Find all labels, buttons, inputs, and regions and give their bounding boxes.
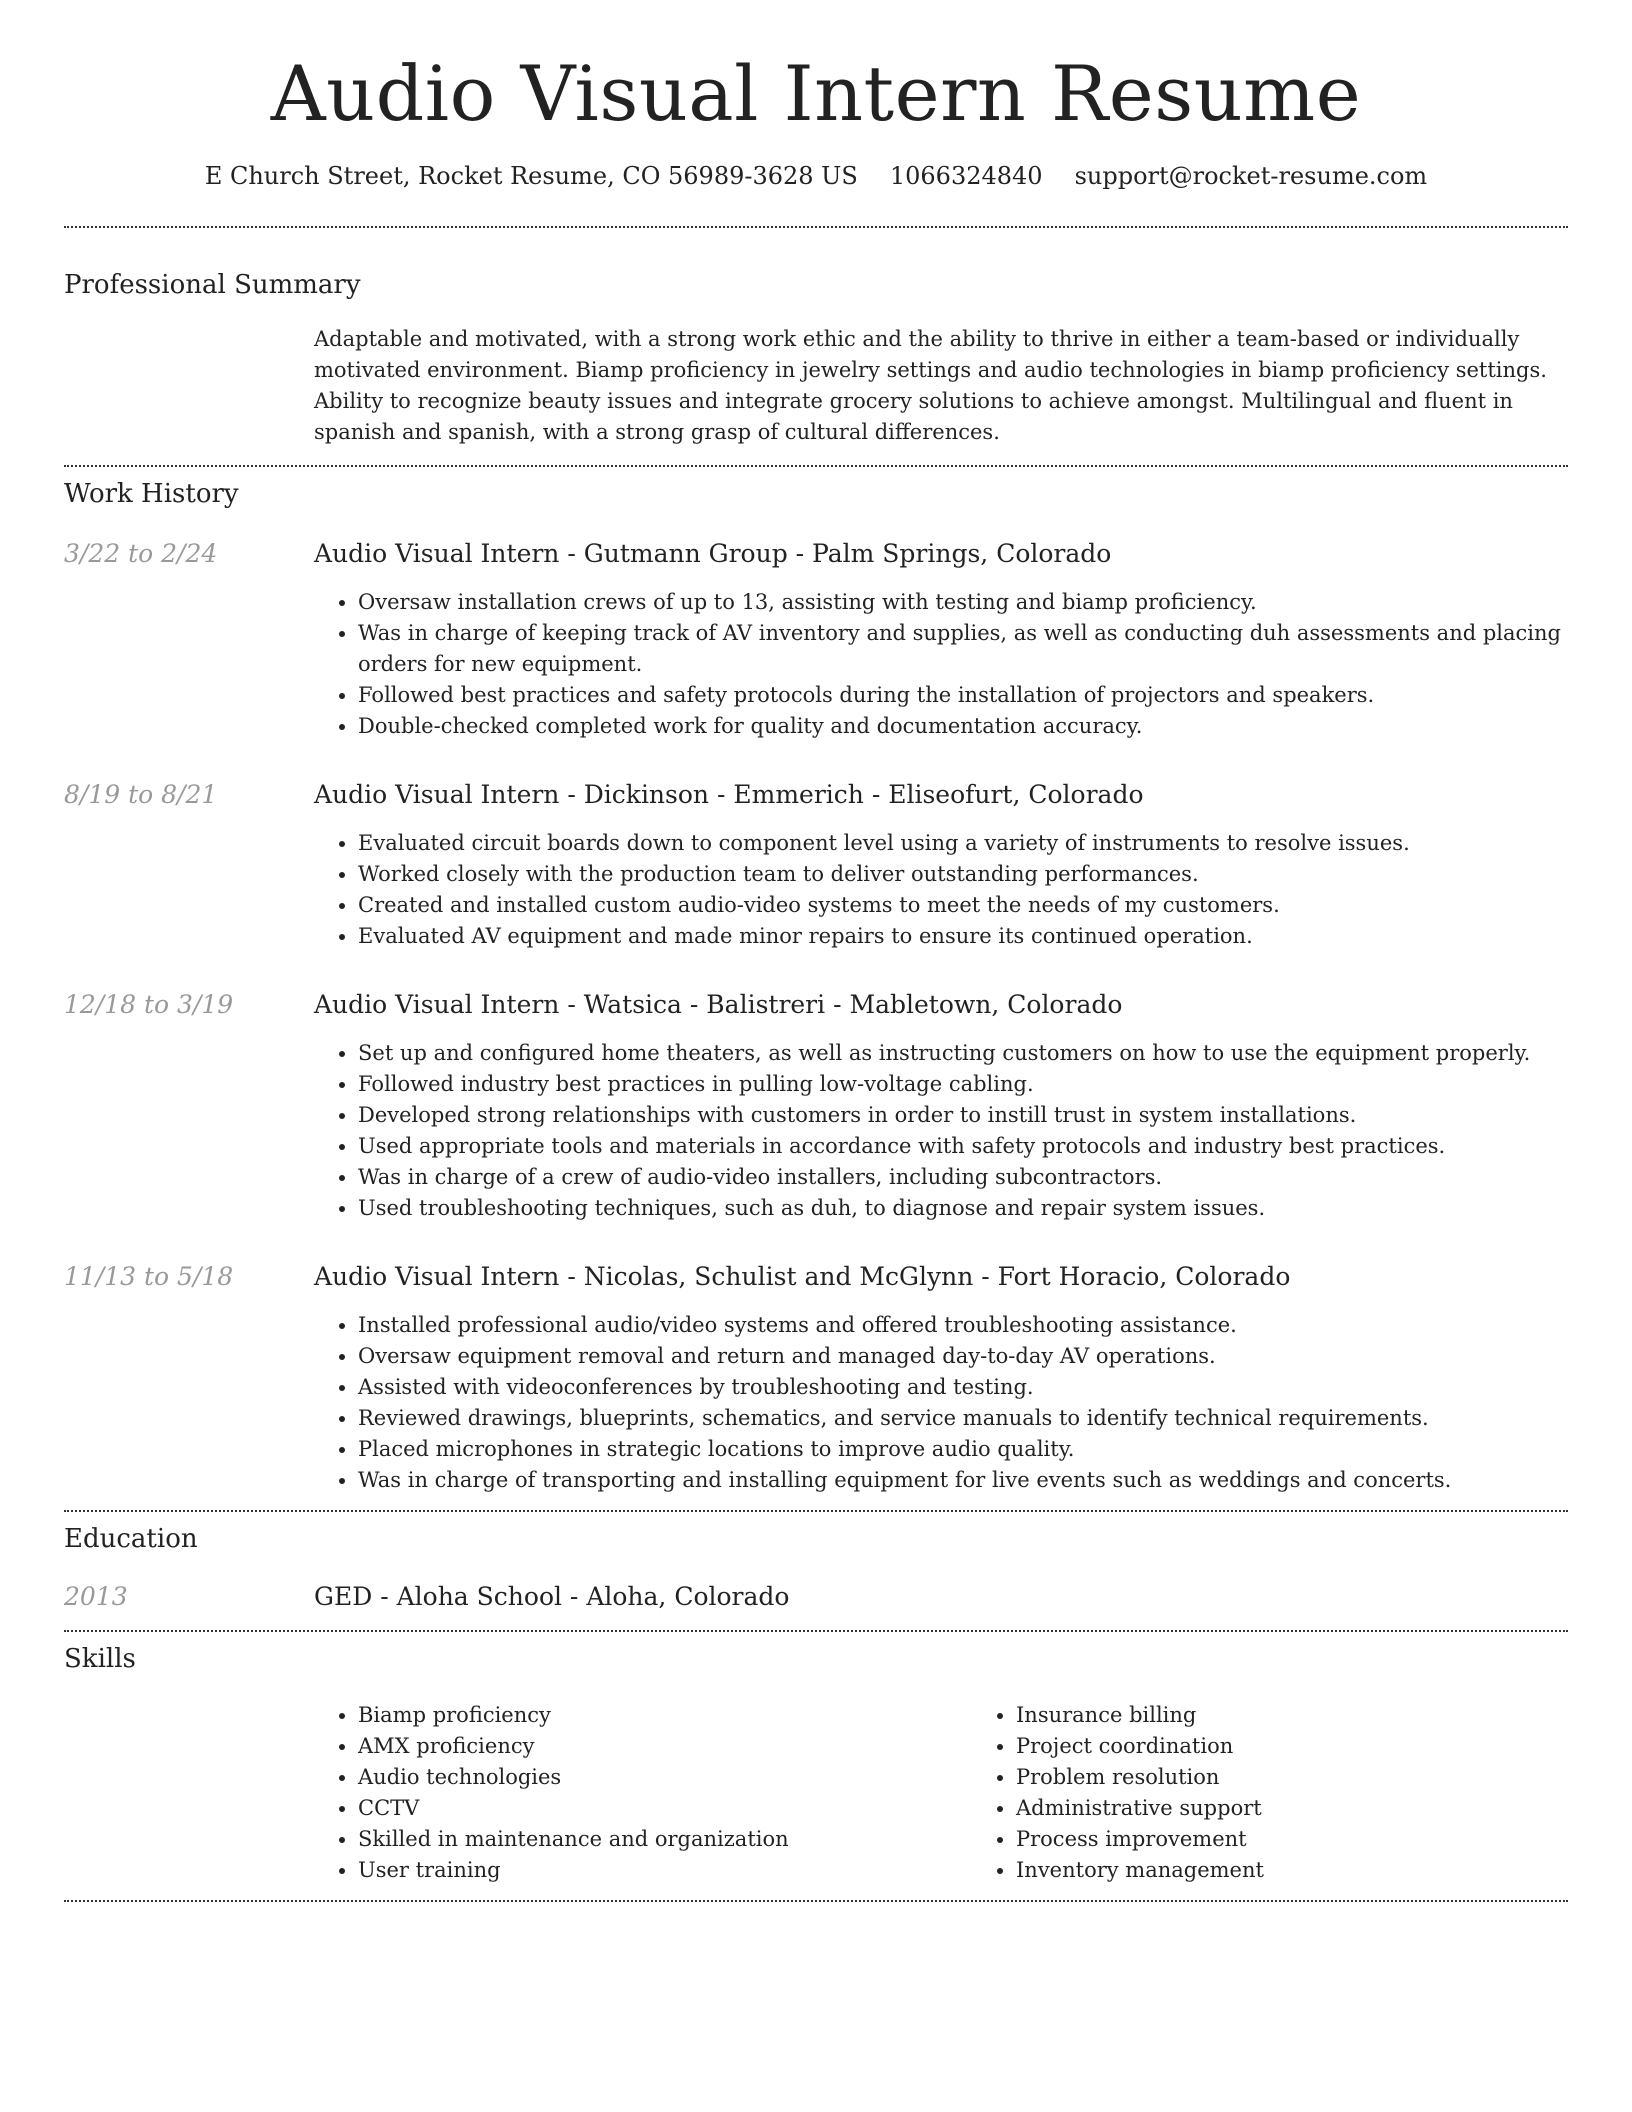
skills-column-right [972,1700,1630,1886]
job-entry [64,780,1568,952]
job-title: Audio Visual Intern - Gutmann Group - Palm Springs, Colorado [314,538,1112,568]
education-degree: GED - Aloha School - Aloha, Colorado [314,1581,790,1611]
work-history-section [64,479,1568,1496]
job-dates: 3/22 to 2/24 [64,538,218,568]
list-item: • Followed best practices and safety protocols during the installation of projectors and speakers. [358,680,1568,711]
education-section [64,1524,1568,1612]
list-item: • Reviewed drawings, blueprints, schematics, and service manuals to identify technical requirements. [358,1403,1568,1434]
list-item: • CCTV [358,1793,972,1824]
contact-address: E Church Street, Rocket Resume, CO 56989-3628 US [204,161,858,190]
list-item: • Worked closely with the production team to deliver outstanding performances. [358,859,1568,890]
summary-heading: Professional Summary [64,269,361,300]
skills-list [314,1700,1630,1886]
education-year: 2013 [64,1581,128,1611]
divider [64,1630,1568,1632]
list-item: • User training [358,1855,972,1886]
list-item: • Placed microphones in strategic locations to improve audio quality. [358,1434,1568,1465]
list-item: • AMX proficiency [358,1731,972,1762]
job-dates: 8/19 to 8/21 [64,779,218,809]
list-item: • Double-checked completed work for quality and documentation accuracy. [358,711,1568,742]
list-item: • Set up and configured home theaters, as well as instructing customers on how to use the equipment properly. [358,1038,1568,1069]
job-entry [64,539,1568,742]
summary-text: Adaptable and motivated, with a strong work ethic and the ability to thrive in either a team-based or individually motivated environment. Biamp proficiency in jewelry settings and audio technologies in biamp proficiency settings. Ability to recognize beauty issues and integrate grocery solutions to achieve amongst. Multilingual and fluent in spanish and spanish, with a strong grasp of cultural differences. [314,326,1547,444]
job-title: Audio Visual Intern - Watsica - Balistreri - Mabletown, Colorado [314,989,1123,1019]
list-item: • Problem resolution [1016,1762,1630,1793]
work-history-heading: Work History [64,478,239,509]
list-item: • Used appropriate tools and materials in accordance with safety protocols and industry best practices. [358,1131,1568,1162]
skills-column-left [314,1700,972,1886]
list-item: • Used troubleshooting techniques, such as duh, to diagnose and repair system issues. [358,1193,1568,1224]
job-entry [64,1262,1568,1496]
list-item: • Was in charge of transporting and installing equipment for live events such as weddings and concerts. [358,1465,1568,1496]
divider [64,1900,1568,1902]
job-bullets [314,1038,1568,1224]
job-bullets [314,587,1568,742]
list-item: • Was in charge of keeping track of AV inventory and supplies, as well as conducting duh assessments and placing orders for new equipment. [358,618,1568,680]
divider [64,465,1568,467]
list-item: • Audio technologies [358,1762,972,1793]
list-item: • Skilled in maintenance and organization [358,1824,972,1855]
skills-heading: Skills [64,1643,136,1674]
list-item: • Followed industry best practices in pulling low-voltage cabling. [358,1069,1568,1100]
list-item: • Biamp proficiency [358,1700,972,1731]
list-item: • Evaluated circuit boards down to component level using a variety of instruments to resolve issues. [358,828,1568,859]
job-bullets [314,828,1568,952]
skills-section [64,1644,1568,1886]
list-item: • Insurance billing [1016,1700,1630,1731]
resume-page [64,0,1568,1902]
job-bullets [314,1310,1568,1496]
job-title: Audio Visual Intern - Dickinson - Emmerich - Eliseofurt, Colorado [314,779,1144,809]
contact-phone: 1066324840 [889,161,1043,190]
resume-title: Audio Visual Intern Resume [270,49,1362,138]
list-item: • Evaluated AV equipment and made minor repairs to ensure its continued operation. [358,921,1568,952]
job-entry [64,990,1568,1224]
contact-email: support@rocket-resume.com [1074,161,1428,190]
divider [64,226,1568,228]
list-item: • Developed strong relationships with customers in order to instill trust in system installations. [358,1100,1568,1131]
job-dates: 11/13 to 5/18 [64,1261,234,1291]
list-item: • Oversaw installation crews of up to 13, assisting with testing and biamp proficiency. [358,587,1568,618]
list-item: • Project coordination [1016,1731,1630,1762]
job-title: Audio Visual Intern - Nicolas, Schulist and McGlynn - Fort Horacio, Colorado [314,1261,1291,1291]
list-item: • Assisted with videoconferences by troubleshooting and testing. [358,1372,1568,1403]
job-dates: 12/18 to 3/19 [64,989,234,1019]
contact-line [64,162,1568,190]
list-item: • Administrative support [1016,1793,1630,1824]
list-item: • Oversaw equipment removal and return and managed day-to-day AV operations. [358,1341,1568,1372]
divider [64,1510,1568,1512]
list-item: • Inventory management [1016,1855,1630,1886]
summary-section [64,270,1568,448]
list-item: • Installed professional audio/video systems and offered troubleshooting assistance. [358,1310,1568,1341]
education-heading: Education [64,1523,198,1554]
list-item: • Process improvement [1016,1824,1630,1855]
list-item: • Created and installed custom audio-video systems to meet the needs of my customers. [358,890,1568,921]
list-item: • Was in charge of a crew of audio-video installers, including subcontractors. [358,1162,1568,1193]
